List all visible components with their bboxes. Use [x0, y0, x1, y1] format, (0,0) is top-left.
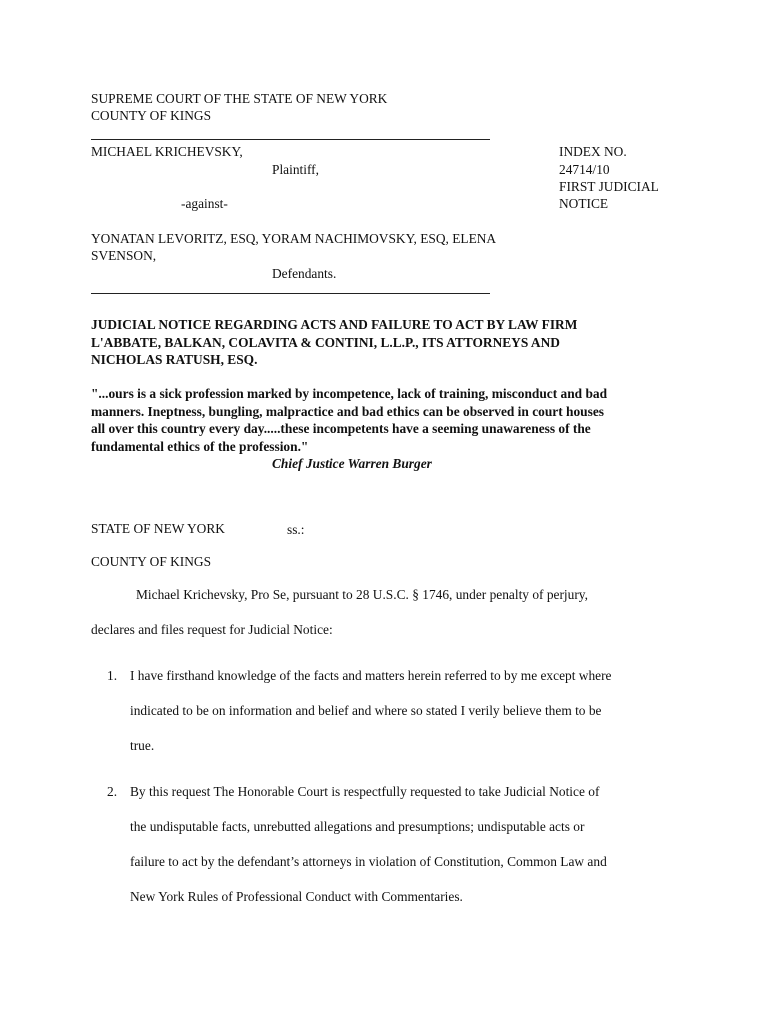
paragraph-1-line1: I have firsthand knowledge of the facts and matters herein referred to by me except where [130, 668, 612, 683]
against-label: -against- [181, 196, 228, 211]
plaintiff-role: Plaintiff, [272, 162, 319, 177]
paragraph-2-line3: failure to act by the defendant’s attorneys in violation of Constitution, Common Law and [130, 854, 607, 869]
paragraph-1-line3: true. [130, 738, 155, 753]
document-type-line2: NOTICE [559, 196, 609, 211]
court-name: SUPREME COURT OF THE STATE OF NEW YORK [91, 91, 388, 106]
defendants-names-line2: SVENSON, [91, 248, 157, 263]
paragraph-2-line2: the undisputable facts, unrebutted allegations and presumptions; undisputable acts or [130, 819, 585, 834]
venue-state: STATE OF NEW YORK [91, 521, 225, 536]
paragraph-1-number: 1. [107, 668, 118, 683]
intro-line1: Michael Krichevsky, Pro Se, pursuant to 28 U.S.C. § 1746, under penalty of perjury, [136, 587, 588, 602]
document-type-line1: FIRST JUDICIAL [559, 179, 659, 194]
quote-line2: manners. Ineptness, bungling, malpractice and bad ethics can be observed in court houses [91, 403, 604, 419]
venue-county: COUNTY OF KINGS [91, 554, 212, 569]
paragraph-2-line4: New York Rules of Professional Conduct with Commentaries. [130, 889, 463, 904]
index-label: INDEX NO. [559, 144, 627, 159]
venue-ss: ss.: [287, 522, 305, 537]
intro-line2: declares and files request for Judicial Notice: [91, 622, 333, 637]
quote-line3: all over this country every day.....these incompetents have a seeming unawareness of the [91, 421, 591, 436]
paragraph-2-line1: By this request The Honorable Court is respectfully requested to take Judicial Notice of [130, 784, 600, 799]
index-number: 24714/10 [559, 162, 610, 177]
plaintiff-name: MICHAEL KRICHEVSKY, [91, 144, 243, 159]
quote-line4: fundamental ethics of the profession." [91, 438, 309, 454]
paragraph-2-number: 2. [107, 784, 118, 799]
defendants-names-line1: YONATAN LEVORITZ, ESQ, YORAM NACHIMOVSKY, ESQ, ELENA [91, 231, 497, 246]
quote-attribution: Chief Justice Warren Burger [272, 456, 432, 471]
quote-line1: "...ours is a sick profession marked by incompetence, lack of training, misconduct and bad [91, 386, 608, 401]
document-title [91, 316, 671, 369]
document-title-line2: L'ABBATE, BALKAN, COLAVITA & CONTINI, L.L.P., ITS ATTORNEYS AND [91, 334, 560, 350]
paragraph-1-line2: indicated to be on information and belief and where so stated I verily believe them to be [130, 703, 602, 718]
document-title-line1: JUDICIAL NOTICE REGARDING ACTS AND FAILURE TO ACT BY LAW FIRM [91, 317, 578, 332]
document-title-line3: NICHOLAS RATUSH, ESQ. [91, 352, 258, 367]
caption-rule-bottom [91, 293, 490, 294]
defendants-role: Defendants. [272, 266, 337, 281]
caption-rule-top [91, 139, 490, 140]
epigraph-quote [91, 385, 607, 455]
court-county: COUNTY OF KINGS [91, 108, 212, 123]
